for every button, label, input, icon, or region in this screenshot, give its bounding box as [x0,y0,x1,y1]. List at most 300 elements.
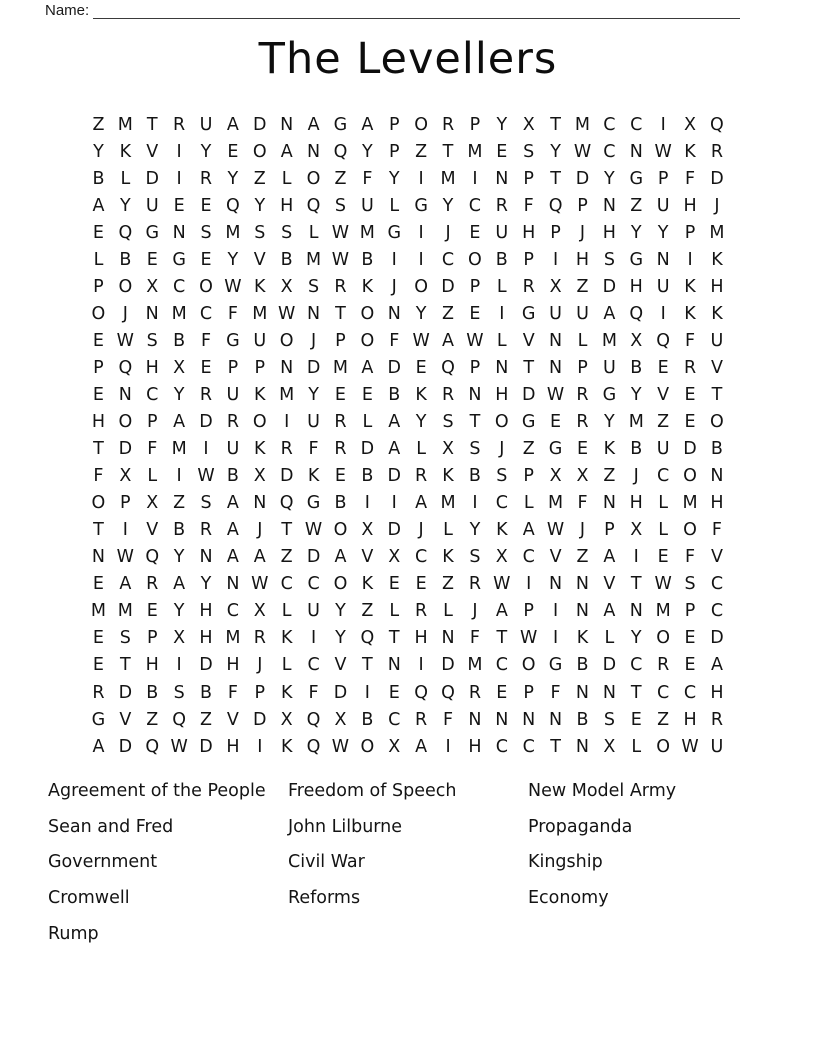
grid-letter[interactable]: N [602,195,616,216]
grid-letter[interactable]: E [173,195,185,216]
grid-letter[interactable]: M [359,222,375,243]
grid-letter[interactable]: T [442,141,454,162]
grid-letter[interactable]: X [495,547,508,568]
grid-letter[interactable]: T [550,736,561,757]
grid-letter[interactable]: P [684,222,696,243]
grid-letter[interactable]: P [335,330,346,351]
grid-letter[interactable]: Z [280,547,293,568]
grid-letter[interactable]: U [199,114,213,135]
grid-letter[interactable]: S [603,709,615,730]
grid-letter[interactable]: R [146,574,159,595]
grid-letter[interactable]: N [575,682,590,703]
grid-letter[interactable]: R [334,439,347,460]
grid-letter[interactable]: E [496,682,508,703]
grid-letter[interactable]: R [415,709,428,730]
grid-letter[interactable]: P [469,276,481,297]
grid-letter[interactable]: F [93,466,104,487]
grid-letter[interactable]: F [685,168,696,189]
word-list-item[interactable]: Freedom of Speech [288,780,457,801]
grid-letter[interactable]: H [226,655,240,676]
grid-letter[interactable]: F [147,439,158,460]
grid-letter[interactable]: E [469,303,481,324]
grid-letter[interactable]: N [629,601,643,622]
grid-letter[interactable]: B [630,439,643,460]
grid-letter[interactable]: U [710,736,724,757]
grid-letter[interactable]: N [575,601,590,622]
grid-letter[interactable]: B [576,709,589,730]
grid-letter[interactable]: X [253,466,266,487]
grid-letter[interactable]: W [520,628,538,649]
grid-letter[interactable]: P [120,493,131,514]
grid-letter[interactable]: R [683,357,697,378]
grid-letter[interactable]: V [603,574,616,595]
grid-letter[interactable]: C [468,195,482,216]
grid-letter[interactable]: V [361,547,374,568]
grid-letter[interactable]: K [684,141,696,162]
grid-letter[interactable]: I [284,412,290,433]
grid-letter[interactable]: R [468,574,481,595]
grid-letter[interactable]: O [360,303,375,324]
grid-letter[interactable]: V [549,547,562,568]
grid-letter[interactable]: N [307,141,321,162]
grid-letter[interactable]: O [683,466,697,487]
grid-letter[interactable]: A [253,547,266,568]
grid-letter[interactable]: E [496,141,508,162]
grid-letter[interactable]: K [119,141,132,162]
grid-letter[interactable]: E [92,222,104,243]
grid-letter[interactable]: R [280,439,293,460]
grid-letter[interactable]: M [574,114,591,135]
grid-letter[interactable]: P [523,466,534,487]
grid-letter[interactable]: K [254,276,266,297]
grid-letter[interactable]: T [335,303,346,324]
grid-letter[interactable]: A [361,357,374,378]
grid-letter[interactable]: V [522,330,535,351]
grid-letter[interactable]: W [304,520,323,541]
grid-letter[interactable]: V [119,709,132,730]
grid-letter[interactable]: N [575,574,590,595]
grid-letter[interactable]: O [683,520,697,541]
grid-letter[interactable]: M [171,303,187,324]
grid-letter[interactable]: L [281,601,292,622]
grid-letter[interactable]: C [495,736,508,757]
grid-letter[interactable]: X [630,330,643,351]
grid-letter[interactable]: C [522,736,535,757]
grid-letter[interactable]: M [171,439,187,460]
grid-letter[interactable]: S [254,222,266,243]
grid-letter[interactable]: E [146,601,158,622]
grid-letter[interactable]: I [553,601,559,622]
grid-letter[interactable]: R [92,682,105,703]
grid-letter[interactable]: Z [200,709,212,730]
grid-letter[interactable]: B [173,520,186,541]
grid-letter[interactable]: D [387,357,401,378]
grid-letter[interactable]: Z [630,195,643,216]
grid-letter[interactable]: K [307,466,320,487]
grid-letter[interactable]: D [602,655,617,676]
grid-letter[interactable]: I [633,547,639,568]
grid-letter[interactable]: S [523,141,535,162]
grid-letter[interactable]: V [334,655,347,676]
grid-letter[interactable]: K [254,384,266,405]
grid-letter[interactable]: A [119,574,132,595]
grid-letter[interactable]: B [630,357,643,378]
grid-letter[interactable]: E [388,574,400,595]
grid-letter[interactable]: C [630,655,643,676]
grid-letter[interactable]: W [331,736,350,757]
grid-letter[interactable]: F [469,628,480,649]
grid-letter[interactable]: U [360,195,374,216]
grid-letter[interactable]: V [226,709,239,730]
grid-letter[interactable]: N [710,466,724,487]
grid-letter[interactable]: P [93,276,104,297]
grid-letter[interactable]: D [145,168,159,189]
grid-letter[interactable]: D [521,384,536,405]
grid-letter[interactable]: Y [630,384,642,405]
grid-letter[interactable]: Y [173,547,185,568]
grid-letter[interactable]: S [173,682,185,703]
grid-letter[interactable]: J [579,222,586,243]
grid-letter[interactable]: Q [333,141,348,162]
grid-letter[interactable]: M [467,141,483,162]
grid-letter[interactable]: P [469,357,481,378]
grid-letter[interactable]: T [146,114,158,135]
grid-letter[interactable]: D [575,168,590,189]
grid-letter[interactable]: Z [442,574,455,595]
grid-letter[interactable]: W [224,276,242,297]
grid-letter[interactable]: M [90,601,106,622]
grid-letter[interactable]: N [629,141,643,162]
grid-letter[interactable]: R [657,655,670,676]
grid-letter[interactable]: Y [200,574,212,595]
grid-letter[interactable]: J [579,520,586,541]
grid-letter[interactable]: D [118,682,133,703]
grid-letter[interactable]: A [226,114,239,135]
grid-letter[interactable]: O [360,736,375,757]
grid-letter[interactable]: H [226,736,240,757]
grid-letter[interactable]: R [415,466,428,487]
grid-letter[interactable]: G [548,439,563,460]
grid-letter[interactable]: W [116,547,134,568]
grid-letter[interactable]: C [307,574,320,595]
grid-letter[interactable]: Y [93,141,104,162]
grid-letter[interactable]: E [92,384,104,405]
grid-letter[interactable]: R [199,520,213,541]
grid-letter[interactable]: C [173,276,186,297]
grid-letter[interactable]: V [146,141,159,162]
grid-letter[interactable]: C [146,384,159,405]
grid-letter[interactable]: R [415,601,428,622]
grid-letter[interactable]: E [361,384,373,405]
grid-letter[interactable]: P [227,357,239,378]
grid-letter[interactable]: Q [656,330,671,351]
grid-letter[interactable]: N [172,222,186,243]
grid-letter[interactable]: Q [172,709,186,730]
grid-letter[interactable]: P [523,601,534,622]
grid-letter[interactable]: Y [173,384,185,405]
grid-letter[interactable]: D [199,655,213,676]
grid-letter[interactable]: K [603,439,616,460]
grid-letter[interactable]: C [441,249,455,270]
grid-letter[interactable]: E [550,412,562,433]
grid-letter[interactable]: E [92,628,104,649]
grid-letter[interactable]: Z [657,709,670,730]
grid-letter[interactable]: M [628,412,644,433]
grid-letter[interactable]: R [576,384,589,405]
grid-letter[interactable]: G [145,222,159,243]
grid-letter[interactable]: X [173,628,186,649]
grid-letter[interactable]: G [91,709,106,730]
grid-letter[interactable]: W [493,574,511,595]
grid-letter[interactable]: D [199,736,213,757]
grid-letter[interactable]: R [334,412,347,433]
grid-letter[interactable]: K [576,628,589,649]
grid-letter[interactable]: E [92,655,104,676]
grid-letter[interactable]: O [414,276,429,297]
grid-letter[interactable]: T [469,412,481,433]
grid-letter[interactable]: T [630,574,642,595]
grid-letter[interactable]: B [576,655,589,676]
grid-letter[interactable]: H [199,601,213,622]
grid-letter[interactable]: V [253,249,266,270]
grid-letter[interactable]: Y [200,141,212,162]
grid-letter[interactable]: C [603,114,616,135]
grid-letter[interactable]: W [573,141,592,162]
grid-letter[interactable]: I [418,655,424,676]
grid-letter[interactable]: N [602,493,616,514]
grid-letter[interactable]: W [197,466,215,487]
grid-letter[interactable]: Z [173,493,186,514]
grid-letter[interactable]: X [334,709,347,730]
grid-letter[interactable]: N [522,709,536,730]
grid-letter[interactable]: D [387,466,401,487]
grid-letter[interactable]: N [280,114,294,135]
grid-letter[interactable]: T [496,628,508,649]
grid-letter[interactable]: C [657,682,670,703]
grid-letter[interactable]: F [389,330,400,351]
grid-letter[interactable]: N [549,357,563,378]
word-list-item[interactable]: Reforms [288,887,361,908]
grid-letter[interactable]: C [199,303,213,324]
grid-letter[interactable]: G [306,493,321,514]
grid-letter[interactable]: X [442,439,455,460]
grid-letter[interactable]: P [146,628,158,649]
grid-letter[interactable]: S [200,222,212,243]
grid-letter[interactable]: Y [630,222,642,243]
grid-letter[interactable]: I [391,249,397,270]
grid-letter[interactable]: N [575,736,590,757]
grid-letter[interactable]: D [279,466,294,487]
grid-letter[interactable]: D [602,276,617,297]
grid-letter[interactable]: P [604,520,615,541]
grid-letter[interactable]: D [253,114,267,135]
grid-letter[interactable]: K [280,682,293,703]
grid-letter[interactable]: L [362,412,373,433]
grid-letter[interactable]: F [308,439,319,460]
grid-letter[interactable]: Y [335,628,346,649]
grid-letter[interactable]: N [468,709,482,730]
grid-letter[interactable]: P [523,168,534,189]
grid-letter[interactable]: O [710,412,724,433]
grid-letter[interactable]: F [308,682,319,703]
grid-letter[interactable]: R [334,276,347,297]
grid-letter[interactable]: K [496,520,508,541]
grid-letter[interactable]: E [334,466,346,487]
grid-letter[interactable]: F [577,493,588,514]
grid-letter[interactable]: C [522,547,535,568]
grid-letter[interactable]: A [415,493,428,514]
grid-letter[interactable]: D [360,439,375,460]
grid-letter[interactable]: C [415,547,428,568]
grid-letter[interactable]: M [117,601,133,622]
grid-letter[interactable]: N [549,709,563,730]
grid-letter[interactable]: N [495,709,509,730]
grid-letter[interactable]: A [388,439,401,460]
grid-letter[interactable]: T [93,520,104,541]
grid-letter[interactable]: L [308,222,319,243]
grid-letter[interactable]: G [548,655,563,676]
grid-letter[interactable]: J [310,330,317,351]
grid-letter[interactable]: H [522,222,536,243]
grid-letter[interactable]: N [549,330,563,351]
grid-letter[interactable]: B [226,466,239,487]
grid-letter[interactable]: E [388,682,400,703]
grid-letter[interactable]: Z [576,547,589,568]
grid-letter[interactable]: L [577,330,588,351]
grid-letter[interactable]: Y [550,141,561,162]
grid-letter[interactable]: G [602,384,617,405]
grid-letter[interactable]: C [495,493,508,514]
grid-letter[interactable]: H [629,276,643,297]
grid-letter[interactable]: H [575,249,590,270]
grid-letter[interactable]: H [629,493,643,514]
grid-letter[interactable]: K [254,439,266,460]
grid-letter[interactable]: A [522,520,535,541]
grid-letter[interactable]: Y [388,168,400,189]
grid-letter[interactable]: H [280,195,294,216]
grid-letter[interactable]: I [445,736,451,757]
grid-letter[interactable]: Q [441,682,455,703]
grid-letter[interactable]: X [280,276,293,297]
grid-letter[interactable]: S [684,574,696,595]
grid-letter[interactable]: T [281,520,293,541]
name-blank-line[interactable] [93,3,740,19]
grid-letter[interactable]: E [200,195,212,216]
grid-letter[interactable]: T [550,114,561,135]
grid-letter[interactable]: G [414,195,428,216]
grid-letter[interactable]: V [146,520,159,541]
grid-letter[interactable]: O [252,141,267,162]
grid-letter[interactable]: I [553,249,559,270]
grid-letter[interactable]: U [226,384,240,405]
grid-letter[interactable]: E [576,439,588,460]
grid-letter[interactable]: Q [145,547,160,568]
grid-letter[interactable]: S [281,222,293,243]
grid-letter[interactable]: R [495,195,508,216]
grid-letter[interactable]: M [306,249,322,270]
grid-letter[interactable]: H [710,493,724,514]
grid-letter[interactable]: U [226,439,240,460]
grid-letter[interactable]: R [576,412,589,433]
grid-letter[interactable]: Y [335,601,346,622]
grid-letter[interactable]: A [173,574,186,595]
grid-letter[interactable]: Q [306,736,321,757]
grid-letter[interactable]: M [279,384,295,405]
grid-letter[interactable]: P [469,114,481,135]
grid-letter[interactable]: N [468,384,482,405]
grid-letter[interactable]: A [226,520,239,541]
grid-letter[interactable]: Z [253,168,266,189]
grid-letter[interactable]: E [227,141,239,162]
grid-letter[interactable]: K [361,276,374,297]
grid-letter[interactable]: P [577,357,588,378]
word-list-item[interactable]: Sean and Fred [48,816,174,837]
grid-letter[interactable]: C [280,574,293,595]
grid-letter[interactable]: E [415,357,427,378]
grid-letter[interactable]: D [710,628,724,649]
grid-letter[interactable]: B [92,168,105,189]
grid-letter[interactable]: K [415,384,427,405]
grid-letter[interactable]: Q [279,493,294,514]
grid-letter[interactable]: C [388,709,401,730]
grid-letter[interactable]: C [710,601,724,622]
grid-letter[interactable]: Z [576,276,589,297]
grid-letter[interactable]: F [711,520,722,541]
grid-letter[interactable]: D [199,412,213,433]
grid-letter[interactable]: Y [362,141,373,162]
grid-letter[interactable]: W [116,330,134,351]
grid-letter[interactable]: U [602,357,616,378]
grid-letter[interactable]: A [603,601,616,622]
grid-letter[interactable]: X [388,736,401,757]
grid-letter[interactable]: D [710,168,724,189]
grid-letter[interactable]: K [684,303,696,324]
grid-letter[interactable]: Q [548,195,563,216]
wordsearch-letter-grid[interactable] [85,111,730,760]
grid-letter[interactable]: J [714,195,720,216]
grid-letter[interactable]: Y [308,384,319,405]
grid-letter[interactable]: M [440,493,456,514]
grid-letter[interactable]: H [199,628,213,649]
grid-letter[interactable]: T [630,682,642,703]
grid-letter[interactable]: G [629,168,644,189]
grid-letter[interactable]: L [281,168,292,189]
word-list-item[interactable]: New Model Army [528,780,677,801]
grid-letter[interactable]: X [388,547,401,568]
grid-letter[interactable]: X [576,466,589,487]
grid-letter[interactable]: F [523,195,534,216]
grid-letter[interactable]: E [200,249,212,270]
word-list-item[interactable]: Cromwell [48,887,130,908]
grid-letter[interactable]: D [306,547,321,568]
grid-letter[interactable]: P [684,601,696,622]
grid-letter[interactable]: I [499,303,505,324]
grid-letter[interactable]: Y [604,412,615,433]
grid-letter[interactable]: F [550,682,561,703]
grid-letter[interactable]: L [496,330,507,351]
grid-letter[interactable]: F [200,330,212,351]
grid-letter[interactable]: N [656,249,670,270]
grid-letter[interactable]: Z [442,303,455,324]
grid-letter[interactable]: L [389,601,400,622]
grid-letter[interactable]: A [173,412,186,433]
grid-letter[interactable]: K [442,547,454,568]
grid-letter[interactable]: O [333,520,348,541]
grid-letter[interactable]: U [656,195,670,216]
grid-letter[interactable]: I [203,439,209,460]
grid-letter[interactable]: M [548,493,564,514]
grid-letter[interactable]: P [254,682,266,703]
